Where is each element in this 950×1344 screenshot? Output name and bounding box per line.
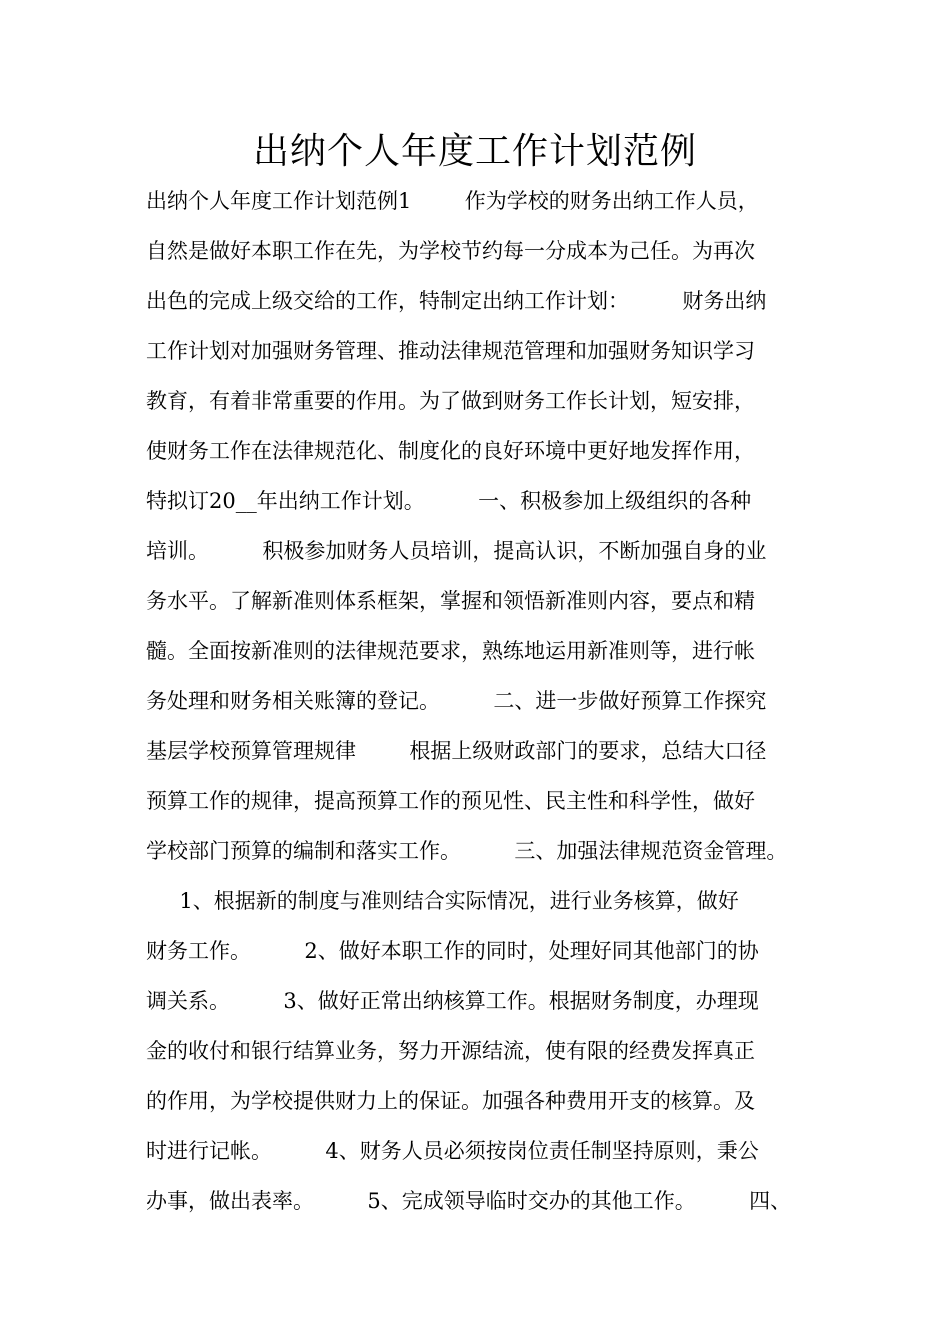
body-line: 办事，做出表率。 5、完成领导临时交办的其他工作。 四、 xyxy=(146,1189,792,1213)
body-line: 时进行记帐。 4、财务人员必须按岗位责任制坚持原则，秉公 xyxy=(146,1139,759,1163)
document-body xyxy=(146,176,826,1226)
body-line: 使财务工作在法律规范化、制度化的良好环境中更好地发挥作用， xyxy=(146,439,755,463)
body-line: 自然是做好本职工作在先，为学校节约每一分成本为己任。为再次 xyxy=(146,239,755,263)
body-line: 财务工作。 2、做好本职工作的同时，处理好同其他部门的协 xyxy=(146,939,759,963)
body-line: 基层学校预算管理规律 根据上级财政部门的要求，总结大口径 xyxy=(146,739,767,763)
body-line: 出色的完成上级交给的工作，特制定出纳工作计划： 财务出纳 xyxy=(146,289,767,313)
body-line: 特拟订20__年出纳工作计划。 一、积极参加上级组织的各种 xyxy=(146,489,752,513)
document-title: 出纳个人年度工作计划范例 xyxy=(252,131,697,172)
body-line: 金的收付和银行结算业务，努力开源结流，使有限的经费发挥真正 xyxy=(146,1039,755,1063)
body-line: 髓。全面按新准则的法律规范要求，熟练地运用新准则等，进行帐 xyxy=(146,639,755,663)
body-line: 的作用，为学校提供财力上的保证。加强各种费用开支的核算。及 xyxy=(146,1089,755,1113)
body-line: 1、根据新的制度与准则结合实际情况，进行业务核算，做好 xyxy=(146,889,739,913)
body-line: 学校部门预算的编制和落实工作。 三、加强法律规范资金管理。 xyxy=(146,839,788,863)
body-line: 务水平。了解新准则体系框架，掌握和领悟新准则内容，要点和精 xyxy=(146,589,755,613)
body-line: 调关系。 3、做好正常出纳核算工作。根据财务制度，办理现 xyxy=(146,989,759,1013)
body-line: 教育，有着非常重要的作用。为了做到财务工作长计划，短安排， xyxy=(146,389,755,413)
body-line: 出纳个人年度工作计划范例1 作为学校的财务出纳工作人员， xyxy=(146,189,759,213)
body-line: 预算工作的规律，提高预算工作的预见性、民主性和科学性，做好 xyxy=(146,789,755,813)
body-line: 工作计划对加强财务管理、推动法律规范管理和加强财务知识学习 xyxy=(146,339,755,363)
body-line: 培训。 积极参加财务人员培训，提高认识，不断加强自身的业 xyxy=(146,539,767,563)
body-line: 务处理和财务相关账簿的登记。 二、进一步做好预算工作探究 xyxy=(146,689,767,713)
